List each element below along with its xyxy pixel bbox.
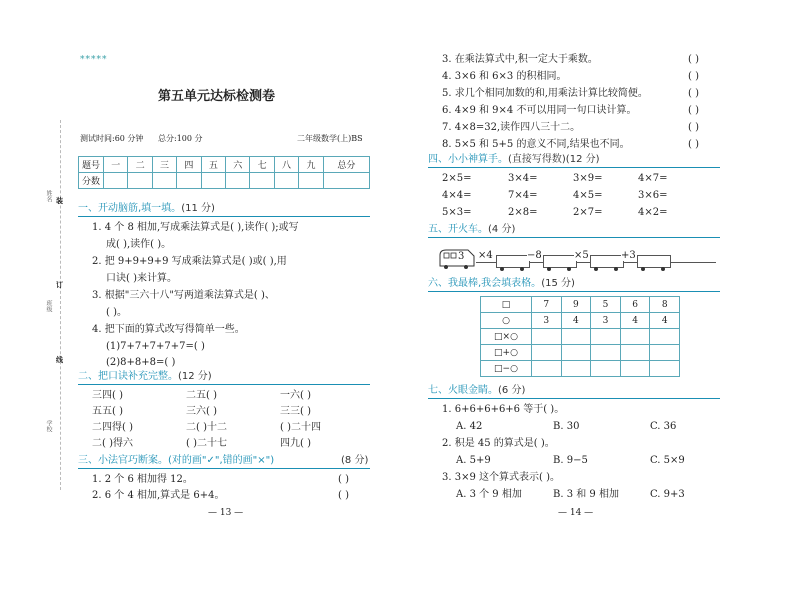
fill-answer[interactable] (591, 345, 621, 361)
train-wheel (547, 267, 551, 271)
section-6-heading (428, 278, 575, 290)
score-cell: 七 (250, 157, 274, 173)
section-5-heading (428, 224, 515, 236)
total-score: 总分:100 分 (158, 134, 203, 143)
choice-2-option-a[interactable]: A. 5+9 (456, 455, 491, 466)
section-4-title: 四、小小神算手。 (428, 154, 508, 165)
train-wheel (500, 267, 504, 271)
judge-4: 4. 3×6 和 6×3 的积相同。 (442, 71, 567, 82)
calc-item: 3×9= (573, 173, 603, 184)
fill-header-circle: ○ (481, 313, 532, 329)
binding-mark-zhuang: 装 (56, 196, 63, 205)
fill-cell: 8 (650, 297, 680, 313)
koujue-item: 三四( ) (92, 390, 123, 401)
calc-item: 2×7= (573, 207, 603, 218)
choice-3-option-b[interactable]: B. 3 和 9 相加 (553, 489, 619, 500)
score-input[interactable] (323, 173, 369, 189)
score-input[interactable] (201, 173, 225, 189)
question-1-2: 2. 把 9+9+9+9 写成乘法算式是( )或( ),用 (92, 256, 287, 267)
score-cell: 六 (226, 157, 250, 173)
koujue-item: ( )二十七 (186, 438, 227, 449)
score-input[interactable] (128, 173, 152, 189)
judge-7: 7. 4×8=32,读作四八三十二。 (442, 122, 581, 133)
score-input[interactable] (152, 173, 176, 189)
judge-6-answer[interactable]: ( ) (688, 105, 699, 116)
score-cell: 五 (201, 157, 225, 173)
fill-answer[interactable] (650, 361, 680, 377)
score-cell: 分数 (79, 173, 104, 189)
section-1-score: (11 分) (181, 203, 215, 214)
score-input[interactable] (226, 173, 250, 189)
fill-answer[interactable] (591, 329, 621, 345)
score-cell: 一 (104, 157, 128, 173)
koujue-item: 三六( ) (186, 406, 217, 417)
section-4-heading (428, 154, 600, 166)
calc-item: 4×2= (638, 207, 668, 218)
judge-8-answer[interactable]: ( ) (688, 139, 699, 150)
judge-5: 5. 求几个相同加数的和,用乘法计算比较简便。 (442, 88, 648, 99)
fill-header-square: □ (481, 297, 532, 313)
judge-7-answer[interactable]: ( ) (688, 122, 699, 133)
train-wheel (614, 267, 618, 271)
koujue-item: 二四得( ) (92, 422, 133, 433)
choice-1: 1. 6+6+6+6+6 等于( )。 (442, 404, 565, 415)
choice-3: 3. 3×9 这个算式表示( )。 (442, 472, 560, 483)
judge-2: 2. 6 个 4 相加,算式是 6+4。 (92, 490, 225, 501)
train-op-4: +3 (621, 250, 636, 261)
section-7-title: 七、火眼金睛。 (428, 385, 498, 396)
train-wheel (520, 267, 524, 271)
question-1-4-a: (1)7+7+7+7+7=( ) (106, 341, 205, 352)
fill-answer[interactable] (650, 345, 680, 361)
score-cell: 二 (128, 157, 152, 173)
koujue-item: 三三( ) (280, 406, 311, 417)
section-4-score: (直接写得数)(12 分) (508, 154, 600, 165)
calc-item: 4×7= (638, 173, 668, 184)
fill-row-circle (481, 313, 680, 329)
fill-header-add: □+○ (481, 345, 532, 361)
train-op-2: −8 (527, 250, 542, 261)
binding-mark-xian: 线 (56, 355, 63, 364)
score-table (78, 156, 370, 189)
choice-1-option-c[interactable]: C. 36 (650, 421, 677, 432)
question-1-4: 4. 把下面的算式改写得简单一些。 (92, 324, 245, 335)
score-cell: 总分 (323, 157, 369, 173)
section-2-heading (78, 371, 212, 383)
question-1-3-cont: ( )。 (106, 307, 127, 318)
section-5-score: (4 分) (488, 224, 516, 235)
fill-cell: 5 (591, 297, 621, 313)
koujue-item: 五五( ) (92, 406, 123, 417)
calc-item: 7×4= (508, 190, 538, 201)
decor-stars: ***** (80, 55, 108, 65)
section-3-title: 三、小法官巧断案。(对的画"✓",错的画"×") (78, 455, 275, 466)
section-6-rule (428, 291, 720, 292)
train-wheel (661, 267, 665, 271)
koujue-item: 四九( ) (280, 438, 311, 449)
score-table-score-row (79, 173, 370, 189)
page-number-right: — 14 — (558, 508, 594, 518)
judge-4-answer[interactable]: ( ) (688, 71, 699, 82)
fill-header-subtract: □−○ (481, 361, 532, 377)
choice-3-option-a[interactable]: A. 3 个 9 相加 (456, 489, 522, 500)
fill-answer[interactable] (532, 329, 562, 345)
side-school-label: 学校 (45, 420, 52, 432)
binding-mark-ding: 订 (56, 280, 63, 289)
calc-item: 3×6= (638, 190, 668, 201)
section-4-rule (428, 167, 720, 168)
fill-row-multiply (481, 329, 680, 345)
calc-item: 4×5= (573, 190, 603, 201)
train-start-number: 3 (458, 251, 465, 262)
choice-1-option-b[interactable]: B. 30 (553, 421, 580, 432)
question-1-1-cont: 成( ),读作( )。 (106, 239, 172, 250)
question-1-2-cont: 口诀( )来计算。 (106, 273, 177, 284)
section-6-title: 六、我最棒,我会填表格。 (428, 278, 542, 289)
section-5-title: 五、开火车。 (428, 224, 488, 235)
section-7-heading (428, 385, 525, 397)
score-input[interactable] (299, 173, 323, 189)
section-1-title: 一、开动脑筋,填一填。 (78, 203, 182, 214)
question-1-1: 1. 4 个 8 相加,写成乘法算式是( ),读作( );或写 (92, 222, 299, 233)
fill-header-multiply: □×○ (481, 329, 532, 345)
score-input[interactable] (274, 173, 298, 189)
section-3-score: (8 分) (341, 455, 369, 466)
judge-3-answer[interactable]: ( ) (688, 54, 699, 65)
choice-1-option-a[interactable]: A. 42 (456, 421, 483, 432)
koujue-item: 二( )得六 (92, 438, 133, 449)
score-cell: 四 (177, 157, 201, 173)
train-op-1: ×4 (478, 250, 493, 261)
koujue-item: 二( )十二 (186, 422, 227, 433)
fill-row-subtract (481, 361, 680, 377)
side-name-label: 姓名 (45, 190, 52, 202)
fill-cell: 9 (561, 297, 591, 313)
score-cell: 九 (299, 157, 323, 173)
fill-answer[interactable] (620, 329, 650, 345)
section-2-score: (12 分) (178, 371, 212, 382)
section-3-heading (78, 455, 274, 467)
koujue-item: ( )二十四 (280, 422, 321, 433)
score-cell: 题号 (79, 157, 104, 173)
section-2-rule (78, 384, 370, 385)
fill-answer[interactable] (532, 361, 562, 377)
fill-cell: 3 (591, 313, 621, 329)
train-op-3: ×5 (574, 250, 589, 261)
train-wheel (594, 267, 598, 271)
calc-item: 5×3= (442, 207, 472, 218)
section-7-score: (6 分) (498, 385, 526, 396)
fill-cell: 4 (561, 313, 591, 329)
page-number-left: — 13 — (208, 508, 244, 518)
fill-cell: 7 (532, 297, 562, 313)
score-input[interactable] (104, 173, 128, 189)
score-cell: 三 (152, 157, 176, 173)
fill-row-square (481, 297, 680, 313)
binding-line (60, 120, 61, 490)
choice-2-option-b[interactable]: B. 9−5 (553, 455, 588, 466)
calc-item: 3×4= (508, 173, 538, 184)
fill-cell: 4 (650, 313, 680, 329)
fill-row-add (481, 345, 680, 361)
score-table-header-row (79, 157, 370, 173)
section-5-rule (428, 237, 720, 238)
calc-item: 2×5= (442, 173, 472, 184)
koujue-item: 一六( ) (280, 390, 311, 401)
fill-answer[interactable] (532, 345, 562, 361)
grade-label: 二年级数学(上)BS (297, 134, 363, 143)
fill-cell: 6 (620, 297, 650, 313)
section-1-rule (78, 216, 370, 217)
question-1-3: 3. 根据"三六十八"写两道乘法算式是( )、 (92, 290, 275, 301)
judge-1-answer[interactable]: ( ) (338, 474, 349, 485)
fill-answer[interactable] (561, 361, 591, 377)
judge-5-answer[interactable]: ( ) (688, 88, 699, 99)
fill-answer[interactable] (620, 361, 650, 377)
fill-answer[interactable] (591, 361, 621, 377)
judge-6: 6. 4×9 和 9×4 不可以用同一句口诀计算。 (442, 105, 637, 116)
judge-2-answer[interactable]: ( ) (338, 490, 349, 501)
koujue-item: 二五( ) (186, 390, 217, 401)
side-class-label: 班级 (45, 300, 52, 312)
fill-answer[interactable] (650, 329, 680, 345)
choice-2-option-c[interactable]: C. 5×9 (650, 455, 685, 466)
fill-answer[interactable] (561, 345, 591, 361)
section-2-title: 二、把口诀补充完整。 (78, 371, 178, 382)
fill-answer[interactable] (620, 345, 650, 361)
fill-cell: 4 (620, 313, 650, 329)
fill-table (480, 296, 680, 377)
score-input[interactable] (250, 173, 274, 189)
section-6-score: (15 分) (541, 278, 575, 289)
section-3-rule (78, 468, 370, 469)
choice-2: 2. 积是 45 的算式是( )。 (442, 438, 555, 449)
section-1-heading (78, 203, 215, 215)
score-cell: 八 (274, 157, 298, 173)
calc-item: 2×8= (508, 207, 538, 218)
question-1-4-b: (2)8+8+8=( ) (106, 357, 176, 368)
page-title: 第五单元达标检测卷 (158, 89, 276, 104)
fill-answer[interactable] (561, 329, 591, 345)
calc-item: 4×4= (442, 190, 472, 201)
judge-1: 1. 2 个 6 相加得 12。 (92, 474, 193, 485)
judge-3: 3. 在乘法算式中,积一定大于乘数。 (442, 54, 598, 65)
judge-8: 8. 5×5 和 5+5 的意义不同,结果也不同。 (442, 139, 630, 150)
choice-3-option-c[interactable]: C. 9+3 (650, 489, 685, 500)
section-7-rule (428, 398, 720, 399)
fill-cell: 3 (532, 313, 562, 329)
train-wheel (567, 267, 571, 271)
score-input[interactable] (177, 173, 201, 189)
train-wheel (641, 267, 645, 271)
test-time: 测试时间:60 分钟 (80, 134, 144, 143)
